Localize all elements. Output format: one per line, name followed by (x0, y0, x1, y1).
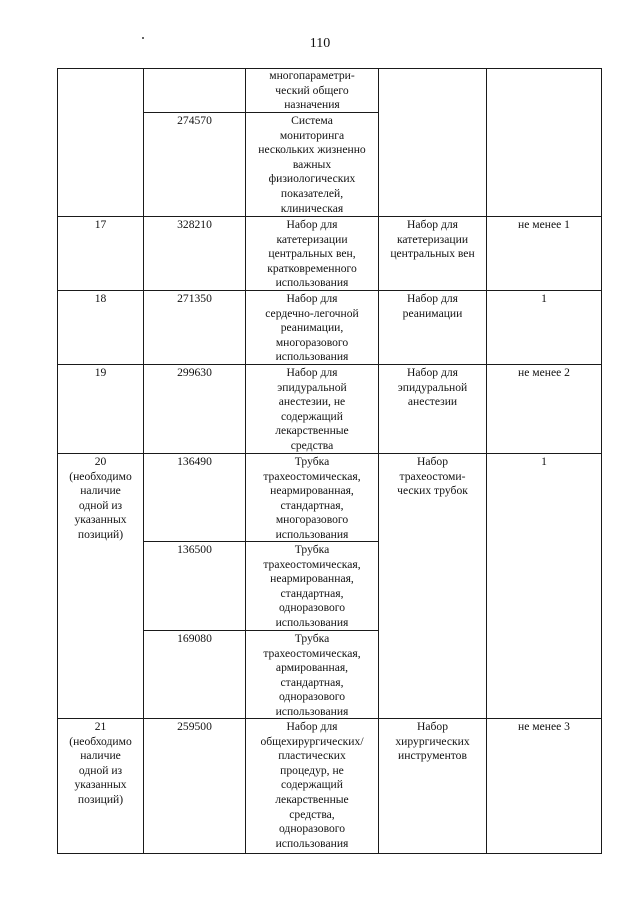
quantity-cell: 1 (541, 292, 547, 305)
item-name-cell: Набор для сердечно-легочной реанимации, многоразового использования (265, 292, 359, 364)
row-number-cell: 17 (94, 218, 107, 231)
table-border (601, 68, 602, 854)
item-code-cell: 259500 (177, 720, 212, 733)
item-code-cell: 136500 (177, 543, 212, 556)
item-name-cell: Трубка трахеостомическая, армированная, стандартная, одноразового использования (263, 632, 361, 718)
item-type-cell: Набор для эпидуральной анестезии (397, 366, 468, 409)
item-name-cell: многопараметри- ческий общего назначения (269, 69, 355, 112)
item-type-cell: Набор трахеостоми- ческих трубок (397, 455, 468, 498)
item-code-cell: 328210 (177, 218, 212, 231)
row-number-cell: 20 (необходимо наличие одной из указанных позиций) (69, 455, 132, 541)
item-name-cell: Система мониторинга нескольких жизненно важных физиологических показателей, клиническая (258, 114, 366, 215)
item-name-cell: Набор для катетеризации центральных вен, кратковременного использования (267, 218, 357, 290)
page-number: 110 (309, 36, 331, 51)
item-type-cell: Набор для реанимации (402, 292, 463, 320)
table-border (57, 853, 602, 854)
item-name-cell: Набор для эпидуральной анестезии, не содержащий лекарственные средства (275, 366, 349, 452)
item-code-cell: 274570 (177, 114, 212, 127)
item-type-cell: Набор для катетеризации центральных вен (390, 218, 475, 261)
quantity-cell: не менее 1 (518, 218, 570, 231)
item-code-cell: 136490 (177, 455, 212, 468)
quantity-cell: не менее 3 (518, 720, 570, 733)
item-code-cell: 169080 (177, 632, 212, 645)
item-code-cell: 271350 (177, 292, 212, 305)
row-number-cell: 19 (94, 366, 107, 379)
row-number-cell: 18 (94, 292, 107, 305)
item-name-cell: Набор для общехирургических/ пластических процедур, не содержащий лекарственные средства, одноразового использования (260, 720, 364, 850)
row-number-cell: 21 (необходимо наличие одной из указанных позиций) (69, 720, 132, 806)
quantity-cell: не менее 2 (518, 366, 570, 379)
item-type-cell: Набор хирургических инструментов (395, 720, 470, 763)
quantity-cell: 1 (541, 455, 547, 468)
item-code-cell: 299630 (177, 366, 212, 379)
item-name-cell: Трубка трахеостомическая, неармированная, стандартная, многоразового использования (263, 455, 361, 541)
item-name-cell: Трубка трахеостомическая, неармированная, стандартная, одноразового использования (263, 543, 361, 629)
